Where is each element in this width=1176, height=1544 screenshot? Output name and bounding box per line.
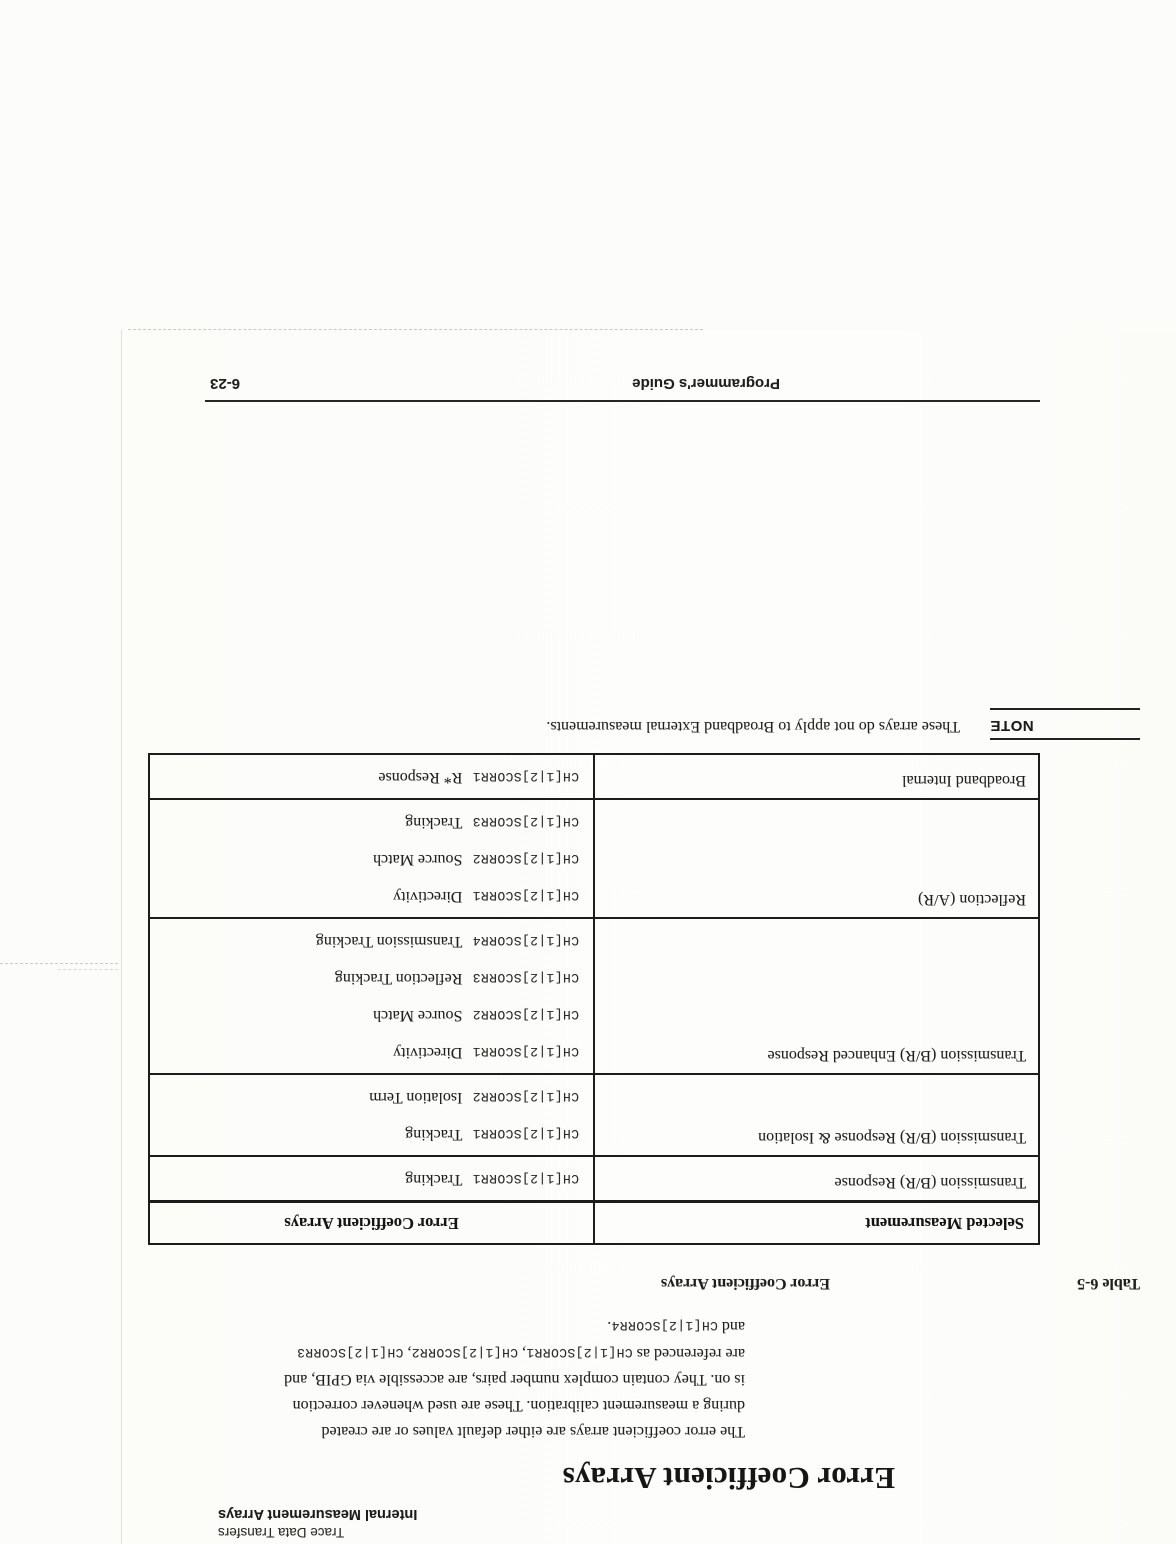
body-text: is on. They contain complex number pairs, are accessible via GPIB, and xyxy=(284,1371,745,1388)
table-row xyxy=(149,1074,1039,1156)
array-entry xyxy=(160,1078,579,1115)
mnemonic-code: CH[1|2]SCORR1 xyxy=(526,1345,633,1360)
mnemonic-code: CH[1|2]SCORR3 xyxy=(296,1345,404,1360)
body-text: and xyxy=(717,1318,745,1335)
mnemonic-code: CH[1|2]SCORR2 xyxy=(472,851,579,866)
arrays-cell xyxy=(149,1074,594,1156)
body-text-line xyxy=(205,1392,745,1418)
body-text: are referenced as xyxy=(632,1345,745,1362)
mnemonic-code: CH[1|2]SCORR1 xyxy=(472,1044,579,1059)
array-entry xyxy=(160,840,579,877)
array-name: R* Response xyxy=(378,769,463,786)
table-label: Table 6-5 xyxy=(1077,1275,1140,1292)
mnemonic-code: CH[1|2]SCORR1 xyxy=(472,888,579,903)
measurement-cell: Reflection (A/R) xyxy=(594,799,1039,918)
column-header-selected-measurement: Selected Measurement xyxy=(594,1202,1039,1245)
array-name: Directivity xyxy=(393,888,463,905)
arrays-cell xyxy=(149,918,594,1074)
mnemonic-code: CH[1|2]SCORR3 xyxy=(472,814,579,829)
table-row xyxy=(149,754,1039,799)
footer-document-name: Programmer's Guide xyxy=(632,375,780,392)
array-entry xyxy=(160,996,579,1033)
body-text-line xyxy=(205,1366,745,1392)
error-coefficient-table xyxy=(148,753,1040,1245)
mnemonic-code: CH[1|2]SCORR3 xyxy=(472,970,579,985)
body-text-line xyxy=(205,1339,745,1366)
array-name: Reflection Tracking xyxy=(334,970,463,987)
note-rule-top xyxy=(990,738,1140,740)
table-header-row xyxy=(149,1202,1039,1245)
array-name: Tracking xyxy=(405,1126,463,1143)
mnemonic-code: CH[1|2]SCORR2 xyxy=(472,1089,579,1104)
note-rule-bottom xyxy=(990,708,1140,710)
note-label: NOTE xyxy=(990,717,1034,734)
array-entry xyxy=(160,758,579,795)
body-text-line xyxy=(205,1312,745,1339)
mnemonic-code: CH[1|2]SCORR2 xyxy=(472,1007,579,1022)
footer-rule xyxy=(205,400,1040,402)
mnemonic-code: CH[1|2]SCORR1 xyxy=(472,769,579,784)
array-entry xyxy=(160,922,579,959)
body-text: . xyxy=(607,1318,612,1335)
note-text: These arrays do not apply to Broadband External measurements. xyxy=(546,718,960,735)
section-title: Error Coefficient Arrays xyxy=(562,1461,895,1496)
scan-streak xyxy=(58,969,118,970)
mnemonic-code: CH[1|2]SCORR1 xyxy=(472,1171,579,1186)
body-text-line xyxy=(205,1418,745,1444)
array-entry xyxy=(160,1160,579,1197)
array-name: Source Match xyxy=(373,1007,463,1024)
array-name: Tracking xyxy=(405,1171,463,1188)
document-page xyxy=(122,330,1176,1544)
array-entry xyxy=(160,877,579,914)
array-name: Tracking xyxy=(405,814,463,831)
array-entry xyxy=(160,803,579,840)
scan-streak xyxy=(0,963,118,964)
mnemonic-code: CH[1|2]SCORR1 xyxy=(472,1126,579,1141)
running-head xyxy=(218,1506,417,1540)
measurement-cell: Transmission (B/R) Enhanced Response xyxy=(594,918,1039,1074)
measurement-cell: Transmission (B/R) Response xyxy=(594,1156,1039,1202)
running-head-section: Internal Measurement Arrays xyxy=(218,1506,418,1522)
arrays-cell xyxy=(149,799,594,918)
array-entry xyxy=(160,1115,579,1152)
measurement-cell: Transmission (B/R) Response & Isolation xyxy=(594,1074,1039,1156)
body-text: , xyxy=(403,1345,412,1362)
array-name: Transmission Tracking xyxy=(315,933,463,950)
mnemonic-code: CH[1|2]SCORR4 xyxy=(472,933,579,948)
array-entry xyxy=(160,1033,579,1070)
table-row xyxy=(149,799,1039,918)
body-paragraph xyxy=(205,1312,745,1444)
array-entry xyxy=(160,959,579,996)
table-body xyxy=(149,754,1039,1202)
mnemonic-code: CH[1|2]SCORR4 xyxy=(611,1318,718,1333)
column-header-error-coefficient-arrays: Error Coefficient Arrays xyxy=(149,1202,594,1245)
body-text: during a measurement calibration. These are used whenever correction xyxy=(292,1397,745,1414)
table-row xyxy=(149,1156,1039,1202)
running-head-chapter: Trace Data Transfers xyxy=(218,1525,345,1540)
mnemonic-code: CH[1|2]SCORR2 xyxy=(411,1345,519,1360)
array-name: Directivity xyxy=(393,1044,463,1061)
measurement-cell: Broadband Internal xyxy=(594,754,1039,799)
array-name: Source Match xyxy=(373,851,463,868)
body-text: The error coefficient arrays are either default values or are created xyxy=(321,1423,745,1440)
footer-page-number: 6-23 xyxy=(210,375,241,392)
table-title: Error Coefficient Arrays xyxy=(660,1275,830,1292)
body-text: , xyxy=(518,1345,527,1362)
array-name: Isolation Term xyxy=(369,1089,463,1106)
table-row xyxy=(149,918,1039,1074)
arrays-cell xyxy=(149,754,594,799)
arrays-cell xyxy=(149,1156,594,1202)
